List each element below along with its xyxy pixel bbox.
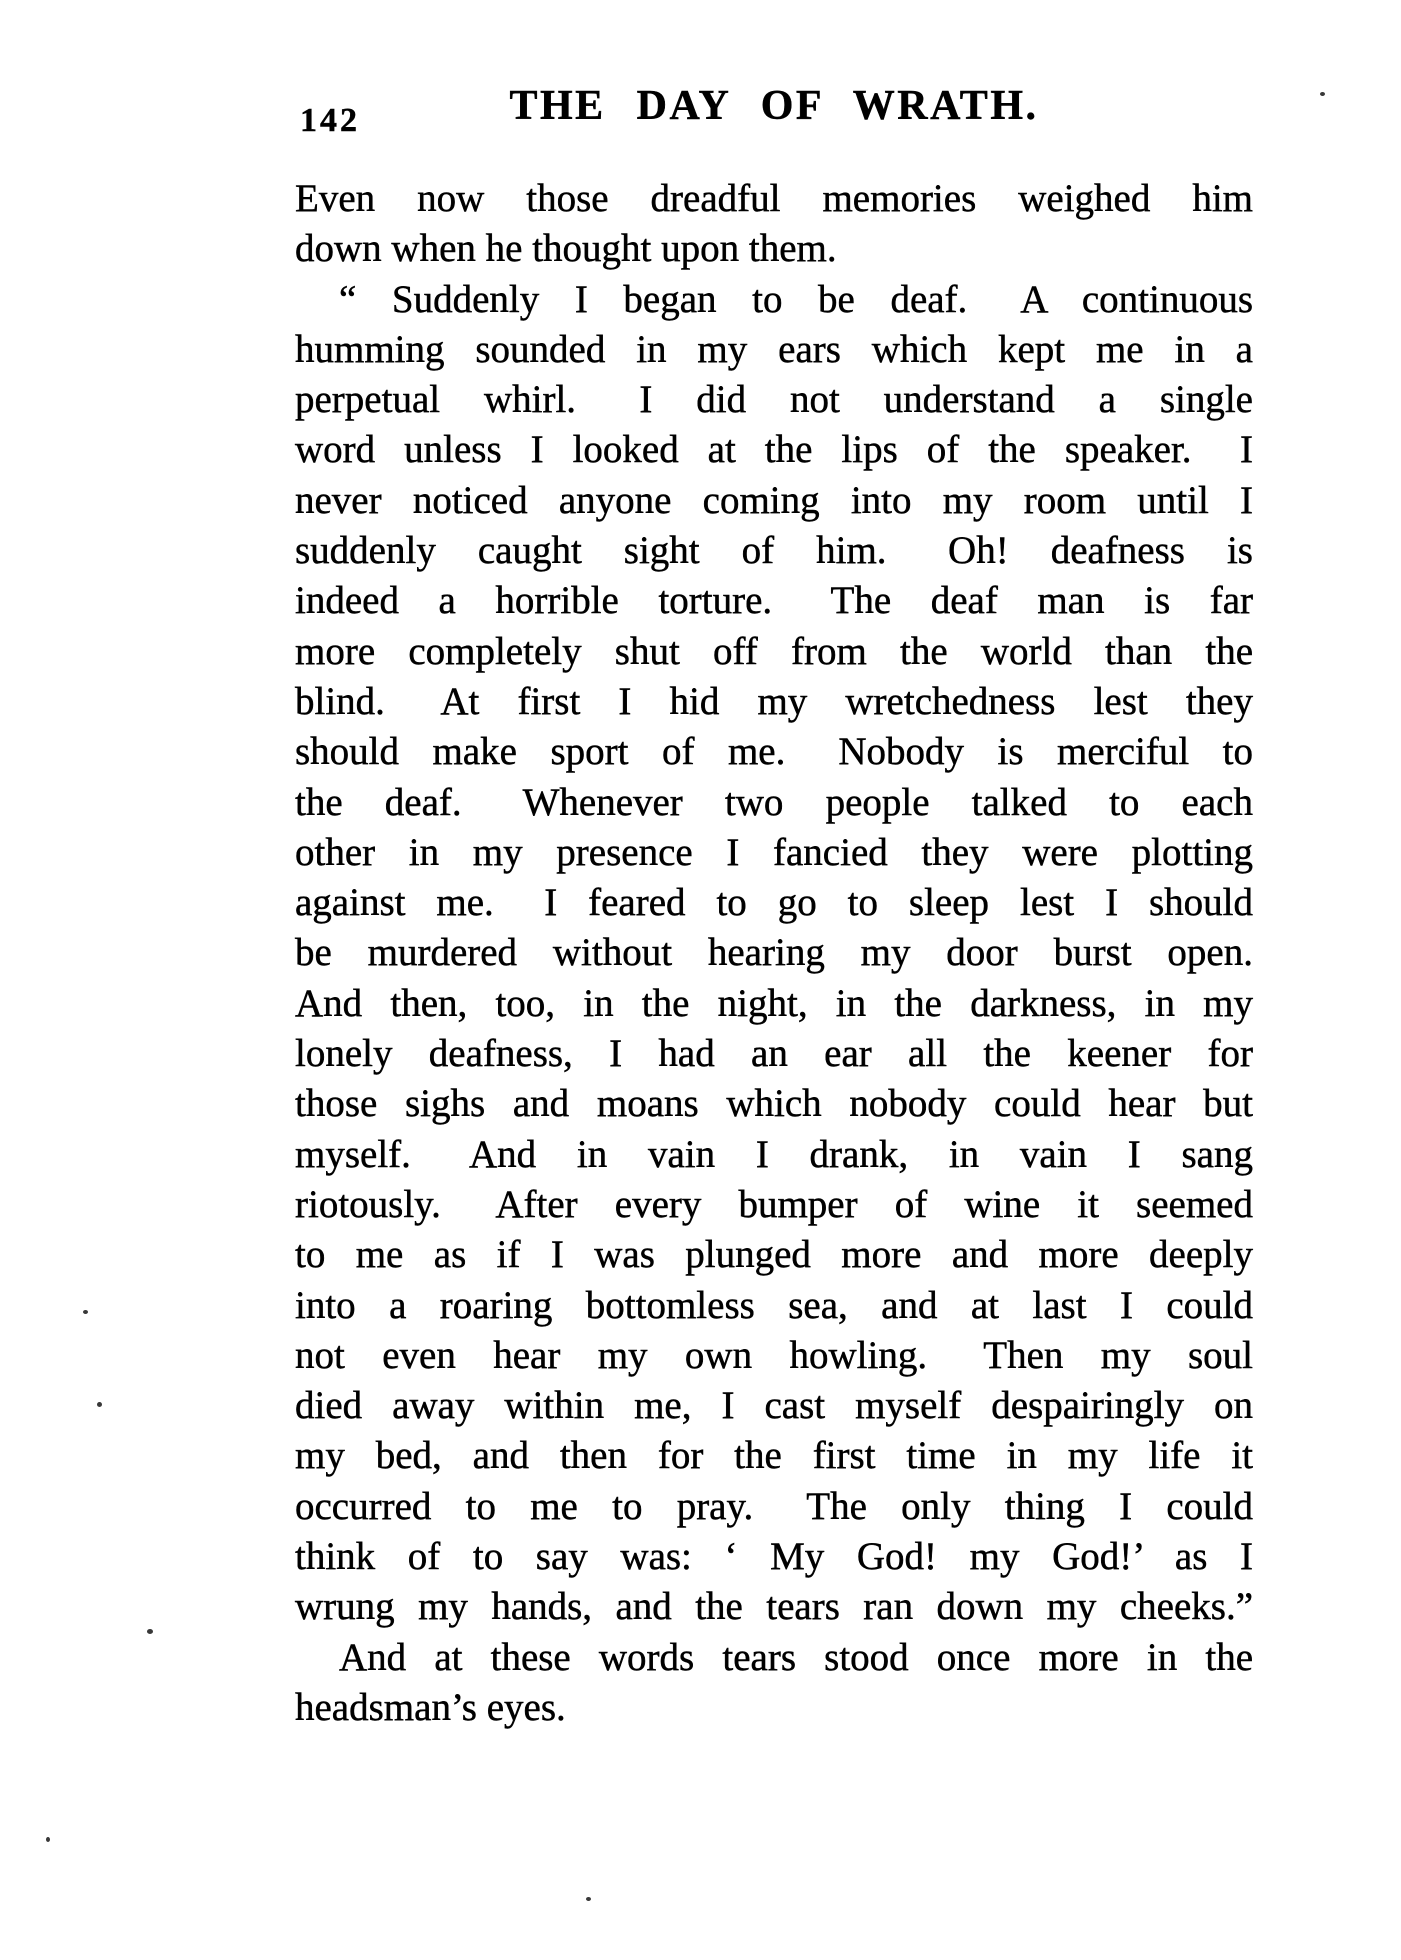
text-line: the deaf. Whenever two people talked to each [295, 780, 1253, 824]
text-line: “ Suddenly I began to be deaf. A continuous [339, 277, 1253, 321]
text-line: be murdered without hearing my door burst open. [295, 931, 1253, 975]
text-line: died away within me, I cast myself despairingly on [295, 1384, 1253, 1428]
text-line: word unless I looked at the lips of the speaker. I [295, 428, 1253, 472]
text-line: Even now those dreadful memories weighed him [295, 177, 1253, 220]
text-line: my bed, and then for the first time in my life it [295, 1434, 1253, 1478]
page-number: 142 [300, 102, 360, 139]
text-line: headsman’s eyes. [295, 1685, 566, 1729]
text-line: myself. And in vain I drank, in vain I sang [295, 1132, 1253, 1176]
text-line: lonely deafness, I had an ear all the keener for [295, 1032, 1253, 1076]
text-line: other in my presence I fancied they were plotting [295, 830, 1253, 874]
paragraph [295, 174, 1253, 275]
paragraph [295, 1633, 1253, 1734]
text-line: those sighs and moans which nobody could hear but [295, 1082, 1253, 1126]
text-line: riotously. After every bumper of wine it seemed [295, 1182, 1253, 1226]
scan-speck [97, 1402, 102, 1407]
text-line: should make sport of me. Nobody is merciful to [295, 730, 1253, 774]
scan-speck [1320, 92, 1325, 96]
text-line: to me as if I was plunged more and more deeply [295, 1233, 1253, 1277]
text-line: blind. At first I hid my wretchedness lest they [295, 679, 1253, 723]
scan-speck [147, 1629, 153, 1634]
text-line: more completely shut off from the world than the [295, 629, 1253, 673]
text-line: down when he thought upon them. [295, 227, 837, 271]
scan-speck [46, 1837, 50, 1842]
text-line: think of to say was: ‘ My God! my God!’ as I [295, 1535, 1253, 1579]
text-line: And then, too, in the night, in the darkness, in my [295, 981, 1253, 1025]
running-title: THE DAY OF WRATH. [509, 83, 1039, 129]
paragraph [295, 275, 1253, 1633]
text-line: against me. I feared to go to sleep lest I should [295, 881, 1253, 925]
text-line: never noticed anyone coming into my room until I [295, 478, 1253, 522]
text-line: wrung my hands, and the tears ran down my cheeks.” [295, 1585, 1253, 1629]
scan-speck [83, 1310, 88, 1314]
page-body [295, 174, 1253, 1733]
text-line: And at these words tears stood once more in the [339, 1635, 1253, 1679]
text-line: occurred to me to pray. The only thing I could [295, 1484, 1253, 1528]
text-line: suddenly caught sight of him. Oh! deafness is [295, 529, 1253, 573]
text-line: perpetual whirl. I did not understand a single [295, 378, 1253, 422]
scan-speck [586, 1897, 591, 1901]
text-line: indeed a horrible torture. The deaf man is far [295, 579, 1253, 623]
text-line: humming sounded in my ears which kept me in a [295, 327, 1253, 371]
text-line: not even hear my own howling. Then my soul [295, 1333, 1253, 1377]
text-line: into a roaring bottomless sea, and at last I could [295, 1283, 1253, 1327]
